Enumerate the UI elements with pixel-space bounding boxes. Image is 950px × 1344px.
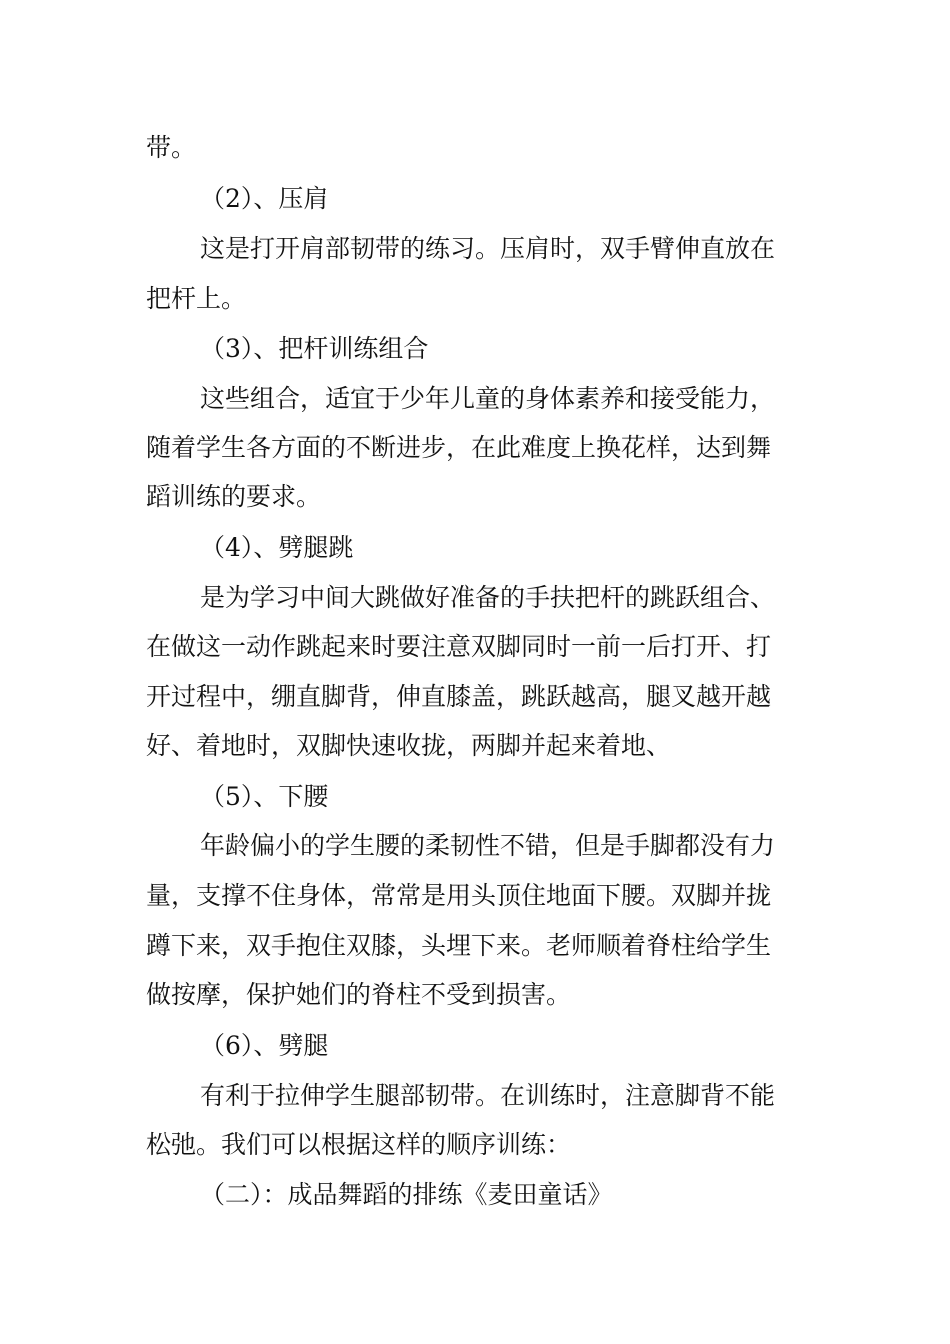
- paragraph-line: 做按摩，保护她们的脊柱不受到损害。: [146, 980, 572, 1009]
- paragraph-line: 把杆上。: [146, 284, 247, 313]
- paragraph-line: 这是打开肩部韧带的练习。压肩时，双手臂伸直放在: [200, 234, 776, 263]
- section-heading-4: （4）、劈腿跳: [200, 533, 354, 562]
- paragraph-line: 蹲下来，双手抱住双膝，头埋下来。老师顺着脊柱给学生: [146, 931, 772, 960]
- section-heading-2: （2）、压肩: [200, 184, 329, 213]
- paragraph-line: 蹈训练的要求。: [146, 482, 322, 511]
- paragraph-line: 有利于拉伸学生腿部韧带。在训练时，注意脚背不能: [200, 1081, 776, 1110]
- paragraph-continuation: 带。: [146, 133, 197, 162]
- paragraph-line: 量，支撑不住身体，常常是用头顶住地面下腰。双脚并拢: [146, 881, 772, 910]
- section-heading-part-2: （二）：成品舞蹈的排练《麦田童话》: [200, 1180, 613, 1209]
- paragraph-line: 是为学习中间大跳做好准备的手扶把杆的跳跃组合、: [200, 583, 776, 612]
- section-heading-3: （3）、把杆训练组合: [200, 334, 429, 363]
- paragraph-line: 开过程中，绷直脚背，伸直膝盖，跳跃越高，腿叉越开越: [146, 682, 772, 711]
- paragraph-line: 随着学生各方面的不断进步，在此难度上换花样，达到舞: [146, 433, 772, 462]
- section-heading-5: （5）、下腰: [200, 782, 329, 811]
- paragraph-line: 松弛。我们可以根据这样的顺序训练：: [146, 1130, 572, 1159]
- section-heading-6: （6）、劈腿: [200, 1031, 329, 1060]
- paragraph-line: 这些组合，适宜于少年儿童的身体素养和接受能力，: [200, 384, 776, 413]
- paragraph-line: 在做这一动作跳起来时要注意双脚同时一前一后打开、打: [146, 632, 772, 661]
- paragraph-line: 好、着地时，双脚快速收拢，两脚并起来着地、: [146, 731, 672, 760]
- paragraph-line: 年龄偏小的学生腰的柔韧性不错，但是手脚都没有力: [200, 831, 776, 860]
